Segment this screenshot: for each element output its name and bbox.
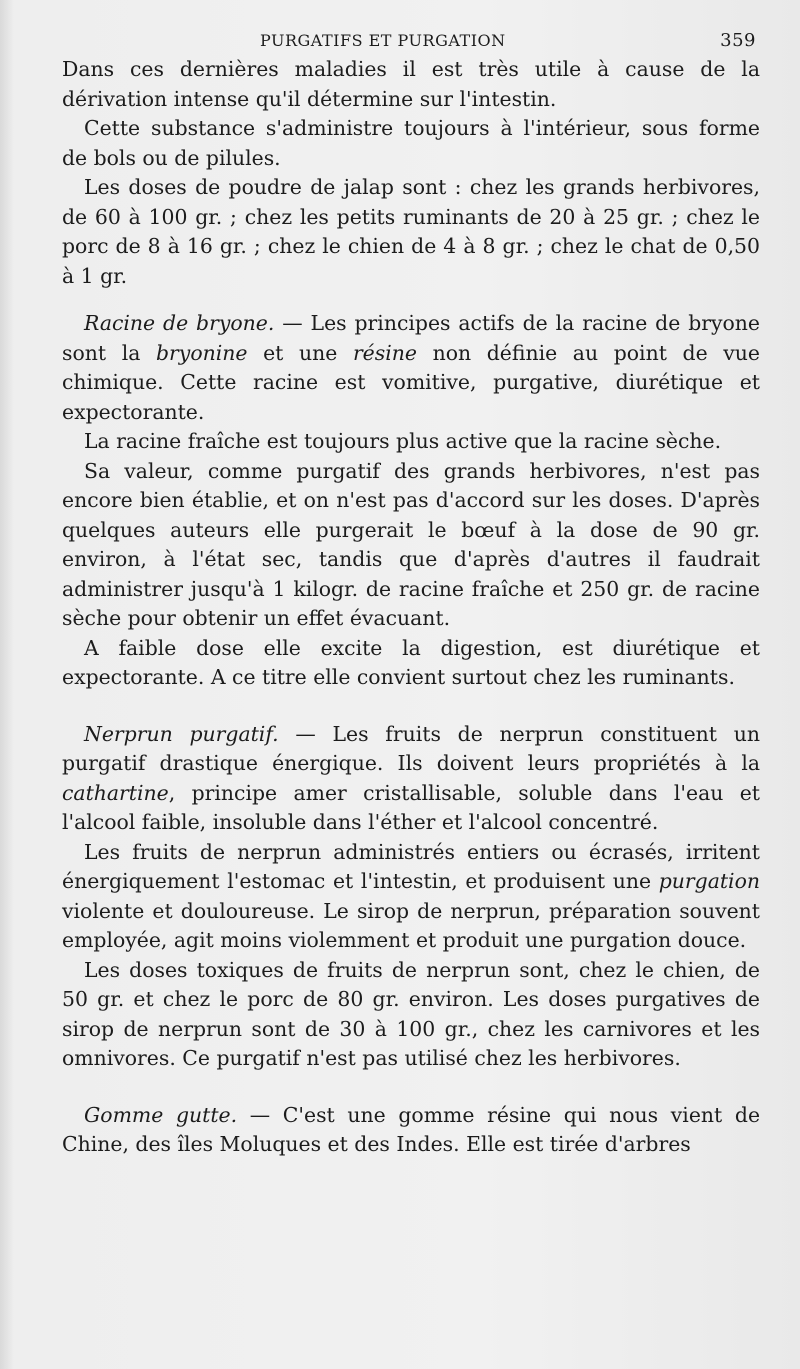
entry-heading: Gomme gutte. [84, 1102, 238, 1127]
paragraph: Cette substance s'administre toujours à l'intérieur, sous forme de bols ou de pilules. [62, 116, 760, 170]
body-text [62, 55, 760, 1160]
paragraph: Les doses de poudre de jalap sont : chez les grands herbivores, de 60 à 100 gr. ; chez les petits ruminants de 20 à 25 gr. ; chez le porc de 8 à 16 gr. ; chez le chien de 4 à 8 gr. ; chez le chat de 0,50 à 1 gr. [62, 175, 760, 288]
paragraph: Les doses toxiques de fruits de nerprun sont, chez le chien, de 50 gr. et chez le porc de 80 gr. environ. Les doses purgatives de sirop de nerprun sont de 30 à 100 gr., chez les carnivores et les omnivores. Ce purgatif n'est pas utilisé chez les herbivores. [62, 957, 760, 1070]
paragraph: La racine fraîche est toujours plus active que la racine sèche. [84, 429, 722, 453]
entry-nerprun-purgatif: Nerprun purgatif. — Les fruits de nerprun constituent un purgatif drastique énergique. Ils doivent leurs propriétés à la cathartine, principe amer cristallisable, soluble dans l'eau et l'alcool faible, insoluble dans l'éther et l'alcool concentré. [62, 721, 760, 834]
entry-racine-de-bryone: Racine de bryone. — Les principes actifs de la racine de bryone sont la bryonine et une résine non définie au point de vue chimique. Cette racine est vomitive, purgative, diurétique et expectorante. [62, 311, 760, 424]
paragraph: Sa valeur, comme purgatif des grands herbivores, n'est pas encore bien établie, et on n'est pas d'accord sur les doses. D'après quelques auteurs elle purgerait le bœuf à la dose de 90 gr. environ, à l'état sec, tandis que d'après d'autres il faudrait administrer jusqu'à 1 kilogr. de racine fraîche et 250 gr. de racine sèche pour obtenir un effet évacuant. [62, 458, 760, 630]
paragraph: A faible dose elle excite la digestion, est diurétique et expectorante. A ce titre elle convient surtout chez les ruminants. [62, 635, 760, 689]
running-title: PURGATIFS ET PURGATION [260, 31, 506, 50]
entry-gomme-gutte: Gomme gutte. — C'est une gomme résine qui nous vient de Chine, des îles Moluques et des Indes. Elle est tirée d'arbres [62, 1102, 761, 1156]
page-number: 359 [720, 30, 756, 51]
paragraph: Dans ces dernières maladies il est très utile à cause de la dérivation intense qu'il détermine sur l'intestin. [62, 57, 760, 111]
entry-heading: Racine de bryone. [84, 311, 275, 335]
entry-heading: Nerprun purgatif. [84, 721, 279, 746]
paragraph: Les fruits de nerprun administrés entiers ou écrasés, irritent énergiquement l'estomac et l'intestin, et produisent une purgation violente et douloureuse. Le sirop de nerprun, préparation souvent employée, agit moins violemment et produit une purgation douce. [62, 839, 760, 952]
running-header [62, 30, 760, 51]
